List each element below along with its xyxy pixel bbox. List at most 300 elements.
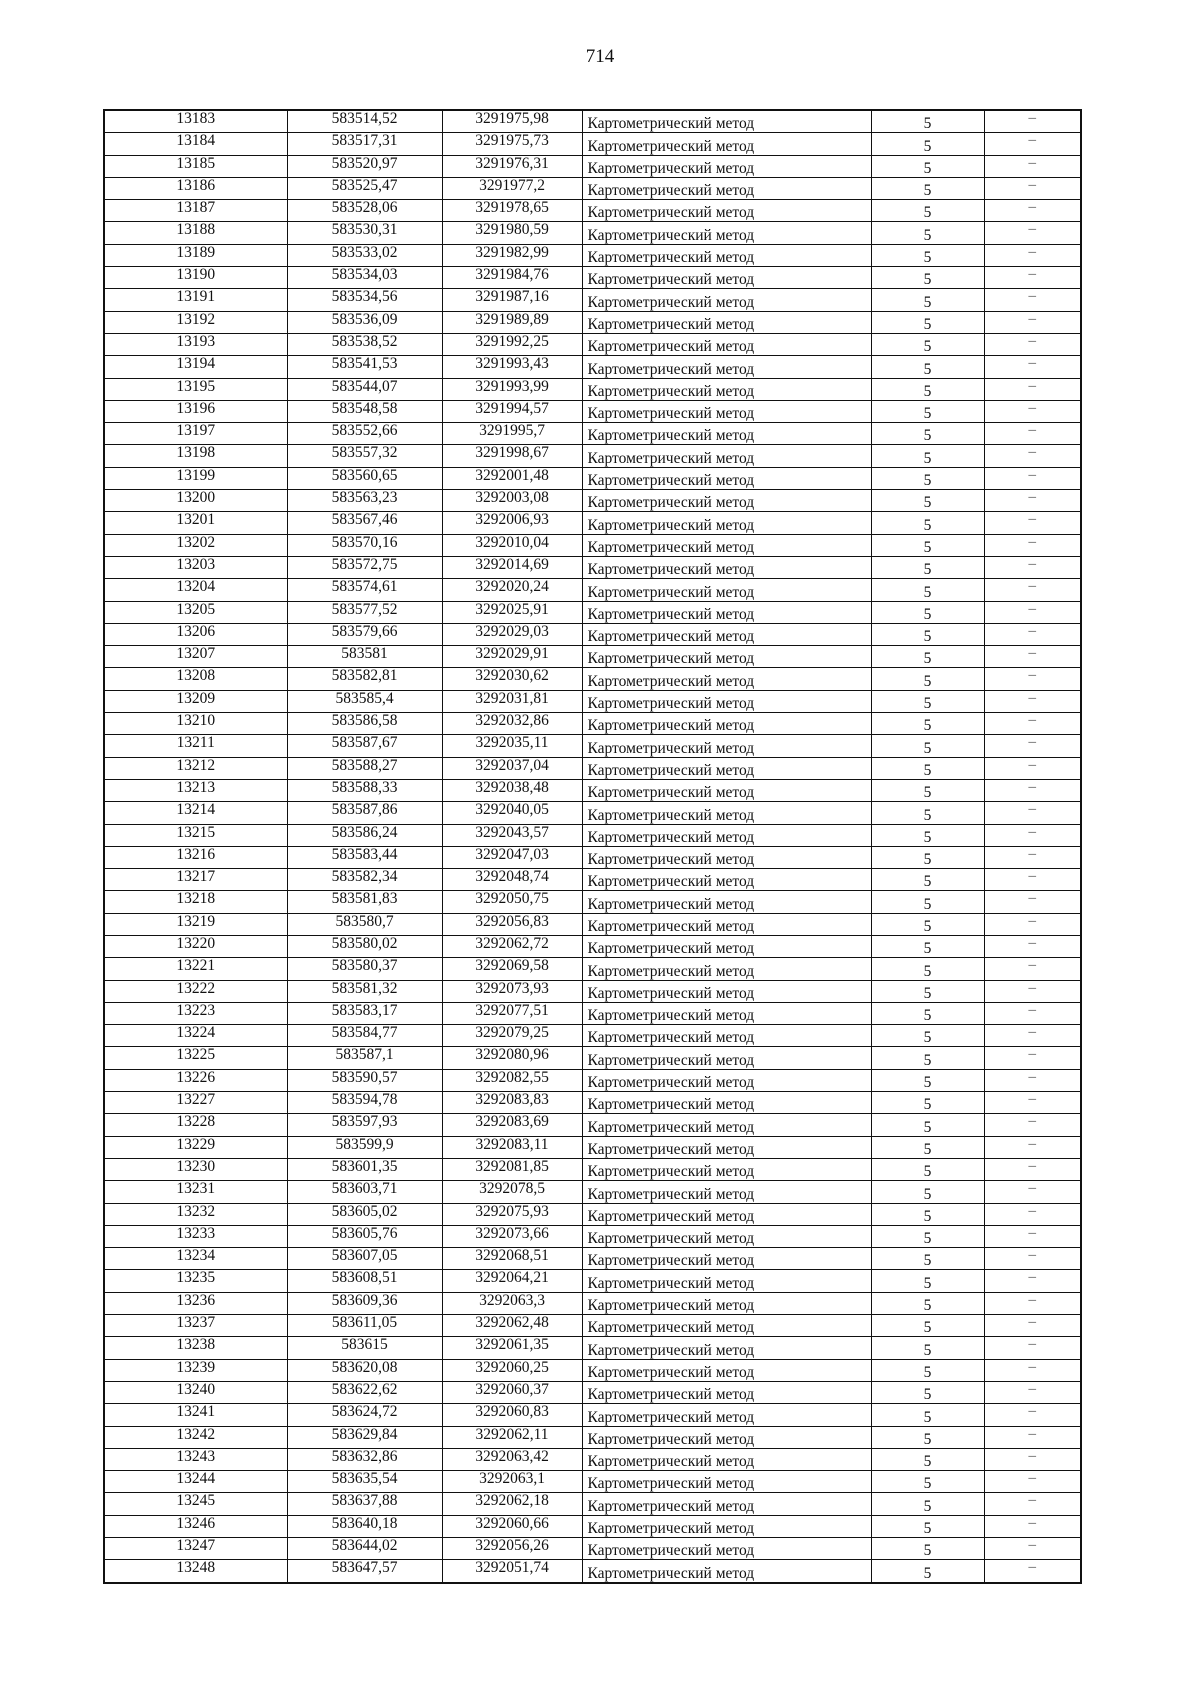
x-coordinate-cell: 583583,17 — [287, 1002, 442, 1024]
y-coordinate-cell: 3291978,65 — [442, 200, 582, 222]
point-number-cell: 13206 — [104, 623, 287, 645]
page-number: 714 — [585, 46, 615, 67]
method-cell: Картометрический метод — [582, 400, 871, 422]
description-cell: – — [984, 1292, 1081, 1314]
table-row — [104, 779, 1081, 801]
point-number-cell: 13195 — [104, 378, 287, 400]
table-row — [104, 824, 1081, 846]
description-cell: – — [984, 846, 1081, 868]
description-cell: – — [984, 935, 1081, 957]
method-cell: Картометрический метод — [582, 935, 871, 957]
accuracy-cell: 5 — [871, 735, 984, 757]
y-coordinate-cell: 3292060,66 — [442, 1515, 582, 1537]
description-cell: – — [984, 713, 1081, 735]
accuracy-cell: 5 — [871, 1448, 984, 1470]
method-cell: Картометрический метод — [582, 1426, 871, 1448]
accuracy-cell: 5 — [871, 356, 984, 378]
y-coordinate-cell: 3291975,73 — [442, 133, 582, 155]
accuracy-cell: 5 — [871, 1225, 984, 1247]
method-cell: Картометрический метод — [582, 690, 871, 712]
description-cell: – — [984, 200, 1081, 222]
method-cell: Картометрический метод — [582, 155, 871, 177]
y-coordinate-cell: 3291984,76 — [442, 267, 582, 289]
point-number-cell: 13190 — [104, 267, 287, 289]
method-cell: Картометрический метод — [582, 1225, 871, 1247]
point-number-cell: 13247 — [104, 1538, 287, 1560]
method-cell: Картометрический метод — [582, 1337, 871, 1359]
method-cell: Картометрический метод — [582, 267, 871, 289]
point-number-cell: 13226 — [104, 1069, 287, 1091]
point-number-cell: 13211 — [104, 735, 287, 757]
accuracy-cell: 5 — [871, 1047, 984, 1069]
description-cell: – — [984, 1002, 1081, 1024]
y-coordinate-cell: 3292061,35 — [442, 1337, 582, 1359]
table-row — [104, 133, 1081, 155]
y-coordinate-cell: 3292048,74 — [442, 869, 582, 891]
table-row — [104, 1560, 1081, 1583]
y-coordinate-cell: 3292080,96 — [442, 1047, 582, 1069]
y-coordinate-cell: 3291994,57 — [442, 400, 582, 422]
x-coordinate-cell: 583584,77 — [287, 1025, 442, 1047]
y-coordinate-cell: 3292038,48 — [442, 779, 582, 801]
x-coordinate-cell: 583588,33 — [287, 779, 442, 801]
accuracy-cell: 5 — [871, 200, 984, 222]
method-cell: Картометрический метод — [582, 534, 871, 556]
point-number-cell: 13225 — [104, 1047, 287, 1069]
y-coordinate-cell: 3292083,69 — [442, 1114, 582, 1136]
description-cell: – — [984, 1426, 1081, 1448]
y-coordinate-cell: 3291993,43 — [442, 356, 582, 378]
y-coordinate-cell: 3291982,99 — [442, 244, 582, 266]
y-coordinate-cell: 3292064,21 — [442, 1270, 582, 1292]
table-row — [104, 980, 1081, 1002]
method-cell: Картометрический метод — [582, 1181, 871, 1203]
method-cell: Картометрический метод — [582, 1381, 871, 1403]
description-cell: – — [984, 133, 1081, 155]
table-row — [104, 1092, 1081, 1114]
y-coordinate-cell: 3292014,69 — [442, 556, 582, 578]
point-number-cell: 13204 — [104, 579, 287, 601]
point-number-cell: 13237 — [104, 1315, 287, 1337]
table-row — [104, 445, 1081, 467]
x-coordinate-cell: 583552,66 — [287, 423, 442, 445]
table-row — [104, 1158, 1081, 1180]
description-cell: – — [984, 690, 1081, 712]
description-cell: – — [984, 646, 1081, 668]
x-coordinate-cell: 583624,72 — [287, 1404, 442, 1426]
method-cell: Картометрический метод — [582, 579, 871, 601]
accuracy-cell: 5 — [871, 757, 984, 779]
accuracy-cell: 5 — [871, 935, 984, 957]
point-number-cell: 13209 — [104, 690, 287, 712]
method-cell: Картометрический метод — [582, 244, 871, 266]
point-number-cell: 13198 — [104, 445, 287, 467]
accuracy-cell: 5 — [871, 1404, 984, 1426]
y-coordinate-cell: 3291977,2 — [442, 177, 582, 199]
y-coordinate-cell: 3292069,58 — [442, 958, 582, 980]
description-cell: – — [984, 1404, 1081, 1426]
table-row — [104, 177, 1081, 199]
point-number-cell: 13194 — [104, 356, 287, 378]
x-coordinate-cell: 583563,23 — [287, 490, 442, 512]
accuracy-cell: 5 — [871, 579, 984, 601]
description-cell: – — [984, 1181, 1081, 1203]
accuracy-cell: 5 — [871, 846, 984, 868]
method-cell: Картометрический метод — [582, 735, 871, 757]
description-cell: – — [984, 1225, 1081, 1247]
description-cell: – — [984, 891, 1081, 913]
x-coordinate-cell: 583582,34 — [287, 869, 442, 891]
x-coordinate-cell: 583635,54 — [287, 1471, 442, 1493]
x-coordinate-cell: 583525,47 — [287, 177, 442, 199]
accuracy-cell: 5 — [871, 423, 984, 445]
point-number-cell: 13233 — [104, 1225, 287, 1247]
table-row — [104, 735, 1081, 757]
description-cell: – — [984, 110, 1081, 133]
table-row — [104, 802, 1081, 824]
accuracy-cell: 5 — [871, 1292, 984, 1314]
description-cell: – — [984, 579, 1081, 601]
x-coordinate-cell: 583536,09 — [287, 311, 442, 333]
y-coordinate-cell: 3292062,72 — [442, 935, 582, 957]
point-number-cell: 13215 — [104, 824, 287, 846]
point-number-cell: 13231 — [104, 1181, 287, 1203]
table-row — [104, 512, 1081, 534]
table-row — [104, 289, 1081, 311]
y-coordinate-cell: 3291976,31 — [442, 155, 582, 177]
x-coordinate-cell: 583607,05 — [287, 1248, 442, 1270]
accuracy-cell: 5 — [871, 1158, 984, 1180]
x-coordinate-cell: 583586,24 — [287, 824, 442, 846]
description-cell: – — [984, 244, 1081, 266]
method-cell: Картометрический метод — [582, 869, 871, 891]
y-coordinate-cell: 3292068,51 — [442, 1248, 582, 1270]
y-coordinate-cell: 3292073,66 — [442, 1225, 582, 1247]
point-number-cell: 13248 — [104, 1560, 287, 1583]
method-cell: Картометрический метод — [582, 289, 871, 311]
x-coordinate-cell: 583572,75 — [287, 556, 442, 578]
x-coordinate-cell: 583594,78 — [287, 1092, 442, 1114]
point-number-cell: 13199 — [104, 467, 287, 489]
accuracy-cell: 5 — [871, 1560, 984, 1583]
description-cell: – — [984, 378, 1081, 400]
accuracy-cell: 5 — [871, 110, 984, 133]
table-row — [104, 490, 1081, 512]
y-coordinate-cell: 3292050,75 — [442, 891, 582, 913]
y-coordinate-cell: 3292063,3 — [442, 1292, 582, 1314]
table-row — [104, 1538, 1081, 1560]
table-row — [104, 467, 1081, 489]
method-cell: Картометрический метод — [582, 1515, 871, 1537]
method-cell: Картометрический метод — [582, 1292, 871, 1314]
method-cell: Картометрический метод — [582, 1270, 871, 1292]
table-body — [104, 110, 1081, 1583]
x-coordinate-cell: 583585,4 — [287, 690, 442, 712]
table-row — [104, 579, 1081, 601]
point-number-cell: 13210 — [104, 713, 287, 735]
table-row — [104, 1471, 1081, 1493]
table-row — [104, 1225, 1081, 1247]
description-cell: – — [984, 1471, 1081, 1493]
description-cell: – — [984, 512, 1081, 534]
point-number-cell: 13238 — [104, 1337, 287, 1359]
accuracy-cell: 5 — [871, 289, 984, 311]
x-coordinate-cell: 583580,37 — [287, 958, 442, 980]
method-cell: Картометрический метод — [582, 378, 871, 400]
accuracy-cell: 5 — [871, 1002, 984, 1024]
point-number-cell: 13223 — [104, 1002, 287, 1024]
point-number-cell: 13246 — [104, 1515, 287, 1537]
accuracy-cell: 5 — [871, 1426, 984, 1448]
y-coordinate-cell: 3292063,1 — [442, 1471, 582, 1493]
point-number-cell: 13236 — [104, 1292, 287, 1314]
point-number-cell: 13227 — [104, 1092, 287, 1114]
point-number-cell: 13222 — [104, 980, 287, 1002]
description-cell: – — [984, 1515, 1081, 1537]
table-row — [104, 534, 1081, 556]
description-cell: – — [984, 601, 1081, 623]
description-cell: – — [984, 423, 1081, 445]
accuracy-cell: 5 — [871, 1025, 984, 1047]
table-row — [104, 1515, 1081, 1537]
x-coordinate-cell: 583637,88 — [287, 1493, 442, 1515]
description-cell: – — [984, 222, 1081, 244]
description-cell: – — [984, 958, 1081, 980]
description-cell: – — [984, 333, 1081, 355]
x-coordinate-cell: 583608,51 — [287, 1270, 442, 1292]
description-cell: – — [984, 1448, 1081, 1470]
x-coordinate-cell: 583541,53 — [287, 356, 442, 378]
accuracy-cell: 5 — [871, 1359, 984, 1381]
point-number-cell: 13208 — [104, 668, 287, 690]
table-row — [104, 1002, 1081, 1024]
method-cell: Картометрический метод — [582, 1404, 871, 1426]
method-cell: Картометрический метод — [582, 311, 871, 333]
table-row — [104, 1136, 1081, 1158]
description-cell: – — [984, 1047, 1081, 1069]
description-cell: – — [984, 289, 1081, 311]
y-coordinate-cell: 3291998,67 — [442, 445, 582, 467]
point-number-cell: 13245 — [104, 1493, 287, 1515]
method-cell: Картометрический метод — [582, 1158, 871, 1180]
accuracy-cell: 5 — [871, 467, 984, 489]
y-coordinate-cell: 3292047,03 — [442, 846, 582, 868]
accuracy-cell: 5 — [871, 445, 984, 467]
table-row — [104, 1292, 1081, 1314]
method-cell: Картометрический метод — [582, 601, 871, 623]
y-coordinate-cell: 3292035,11 — [442, 735, 582, 757]
y-coordinate-cell: 3291980,59 — [442, 222, 582, 244]
x-coordinate-cell: 583587,67 — [287, 735, 442, 757]
accuracy-cell: 5 — [871, 222, 984, 244]
point-number-cell: 13220 — [104, 935, 287, 957]
point-number-cell: 13212 — [104, 757, 287, 779]
x-coordinate-cell: 583590,57 — [287, 1069, 442, 1091]
x-coordinate-cell: 583580,7 — [287, 913, 442, 935]
method-cell: Картометрический метод — [582, 512, 871, 534]
table-row — [104, 1270, 1081, 1292]
y-coordinate-cell: 3291993,99 — [442, 378, 582, 400]
y-coordinate-cell: 3292029,91 — [442, 646, 582, 668]
description-cell: – — [984, 1493, 1081, 1515]
y-coordinate-cell: 3292020,24 — [442, 579, 582, 601]
accuracy-cell: 5 — [871, 1092, 984, 1114]
method-cell: Картометрический метод — [582, 1448, 871, 1470]
x-coordinate-cell: 583544,07 — [287, 378, 442, 400]
accuracy-cell: 5 — [871, 713, 984, 735]
y-coordinate-cell: 3292082,55 — [442, 1069, 582, 1091]
description-cell: – — [984, 802, 1081, 824]
description-cell: – — [984, 1136, 1081, 1158]
method-cell: Картометрический метод — [582, 757, 871, 779]
method-cell: Картометрический метод — [582, 623, 871, 645]
accuracy-cell: 5 — [871, 802, 984, 824]
method-cell: Картометрический метод — [582, 1203, 871, 1225]
y-coordinate-cell: 3292062,11 — [442, 1426, 582, 1448]
y-coordinate-cell: 3292060,25 — [442, 1359, 582, 1381]
description-cell: – — [984, 1315, 1081, 1337]
description-cell: – — [984, 1203, 1081, 1225]
table-row — [104, 1381, 1081, 1403]
point-number-cell: 13189 — [104, 244, 287, 266]
description-cell: – — [984, 1359, 1081, 1381]
accuracy-cell: 5 — [871, 869, 984, 891]
x-coordinate-cell: 583629,84 — [287, 1426, 442, 1448]
point-number-cell: 13183 — [104, 110, 287, 133]
method-cell: Картометрический метод — [582, 1136, 871, 1158]
method-cell: Картометрический метод — [582, 1002, 871, 1024]
point-number-cell: 13216 — [104, 846, 287, 868]
accuracy-cell: 5 — [871, 646, 984, 668]
accuracy-cell: 5 — [871, 690, 984, 712]
point-number-cell: 13214 — [104, 802, 287, 824]
x-coordinate-cell: 583520,97 — [287, 155, 442, 177]
y-coordinate-cell: 3292081,85 — [442, 1158, 582, 1180]
y-coordinate-cell: 3292030,62 — [442, 668, 582, 690]
table-row — [104, 1025, 1081, 1047]
y-coordinate-cell: 3291989,89 — [442, 311, 582, 333]
method-cell: Картометрический метод — [582, 222, 871, 244]
accuracy-cell: 5 — [871, 1114, 984, 1136]
point-number-cell: 13240 — [104, 1381, 287, 1403]
method-cell: Картометрический метод — [582, 824, 871, 846]
accuracy-cell: 5 — [871, 779, 984, 801]
x-coordinate-cell: 583580,02 — [287, 935, 442, 957]
table-row — [104, 378, 1081, 400]
accuracy-cell: 5 — [871, 958, 984, 980]
y-coordinate-cell: 3292056,83 — [442, 913, 582, 935]
y-coordinate-cell: 3292075,93 — [442, 1203, 582, 1225]
x-coordinate-cell: 583548,58 — [287, 400, 442, 422]
y-coordinate-cell: 3292006,93 — [442, 512, 582, 534]
x-coordinate-cell: 583538,52 — [287, 333, 442, 355]
x-coordinate-cell: 583605,02 — [287, 1203, 442, 1225]
method-cell: Картометрический метод — [582, 200, 871, 222]
accuracy-cell: 5 — [871, 1515, 984, 1537]
y-coordinate-cell: 3292043,57 — [442, 824, 582, 846]
point-number-cell: 13187 — [104, 200, 287, 222]
y-coordinate-cell: 3292001,48 — [442, 467, 582, 489]
accuracy-cell: 5 — [871, 133, 984, 155]
description-cell: – — [984, 177, 1081, 199]
accuracy-cell: 5 — [871, 400, 984, 422]
point-number-cell: 13242 — [104, 1426, 287, 1448]
y-coordinate-cell: 3292032,86 — [442, 713, 582, 735]
point-number-cell: 13192 — [104, 311, 287, 333]
point-number-cell: 13196 — [104, 400, 287, 422]
accuracy-cell: 5 — [871, 155, 984, 177]
accuracy-cell: 5 — [871, 824, 984, 846]
table-row — [104, 1047, 1081, 1069]
description-cell: – — [984, 556, 1081, 578]
point-number-cell: 13230 — [104, 1158, 287, 1180]
table-row — [104, 267, 1081, 289]
point-number-cell: 13205 — [104, 601, 287, 623]
table-row — [104, 556, 1081, 578]
method-cell: Картометрический метод — [582, 1538, 871, 1560]
x-coordinate-cell: 583620,08 — [287, 1359, 442, 1381]
point-number-cell: 13203 — [104, 556, 287, 578]
table-row — [104, 1248, 1081, 1270]
point-number-cell: 13235 — [104, 1270, 287, 1292]
method-cell: Картометрический метод — [582, 891, 871, 913]
accuracy-cell: 5 — [871, 913, 984, 935]
method-cell: Картометрический метод — [582, 467, 871, 489]
method-cell: Картометрический метод — [582, 913, 871, 935]
table-row — [104, 1359, 1081, 1381]
x-coordinate-cell: 583622,62 — [287, 1381, 442, 1403]
description-cell: – — [984, 400, 1081, 422]
table-row — [104, 846, 1081, 868]
method-cell: Картометрический метод — [582, 1359, 871, 1381]
point-number-cell: 13191 — [104, 289, 287, 311]
description-cell: – — [984, 735, 1081, 757]
x-coordinate-cell: 583579,66 — [287, 623, 442, 645]
description-cell: – — [984, 1114, 1081, 1136]
description-cell: – — [984, 311, 1081, 333]
point-number-cell: 13218 — [104, 891, 287, 913]
y-coordinate-cell: 3292083,11 — [442, 1136, 582, 1158]
x-coordinate-cell: 583557,32 — [287, 445, 442, 467]
table-row — [104, 311, 1081, 333]
description-cell: – — [984, 267, 1081, 289]
x-coordinate-cell: 583601,35 — [287, 1158, 442, 1180]
x-coordinate-cell: 583514,52 — [287, 110, 442, 133]
description-cell: – — [984, 467, 1081, 489]
method-cell: Картометрический метод — [582, 356, 871, 378]
method-cell: Картометрический метод — [582, 1248, 871, 1270]
x-coordinate-cell: 583583,44 — [287, 846, 442, 868]
x-coordinate-cell: 583567,46 — [287, 512, 442, 534]
accuracy-cell: 5 — [871, 601, 984, 623]
description-cell: – — [984, 869, 1081, 891]
accuracy-cell: 5 — [871, 1538, 984, 1560]
y-coordinate-cell: 3291975,98 — [442, 110, 582, 133]
x-coordinate-cell: 583581,83 — [287, 891, 442, 913]
coordinates-table — [103, 109, 1082, 1584]
x-coordinate-cell: 583570,16 — [287, 534, 442, 556]
description-cell: – — [984, 534, 1081, 556]
point-number-cell: 13201 — [104, 512, 287, 534]
point-number-cell: 13234 — [104, 1248, 287, 1270]
description-cell: – — [984, 1025, 1081, 1047]
description-cell: – — [984, 1381, 1081, 1403]
accuracy-cell: 5 — [871, 1203, 984, 1225]
point-number-cell: 13185 — [104, 155, 287, 177]
y-coordinate-cell: 3292063,42 — [442, 1448, 582, 1470]
table-row — [104, 1426, 1081, 1448]
description-cell: – — [984, 824, 1081, 846]
